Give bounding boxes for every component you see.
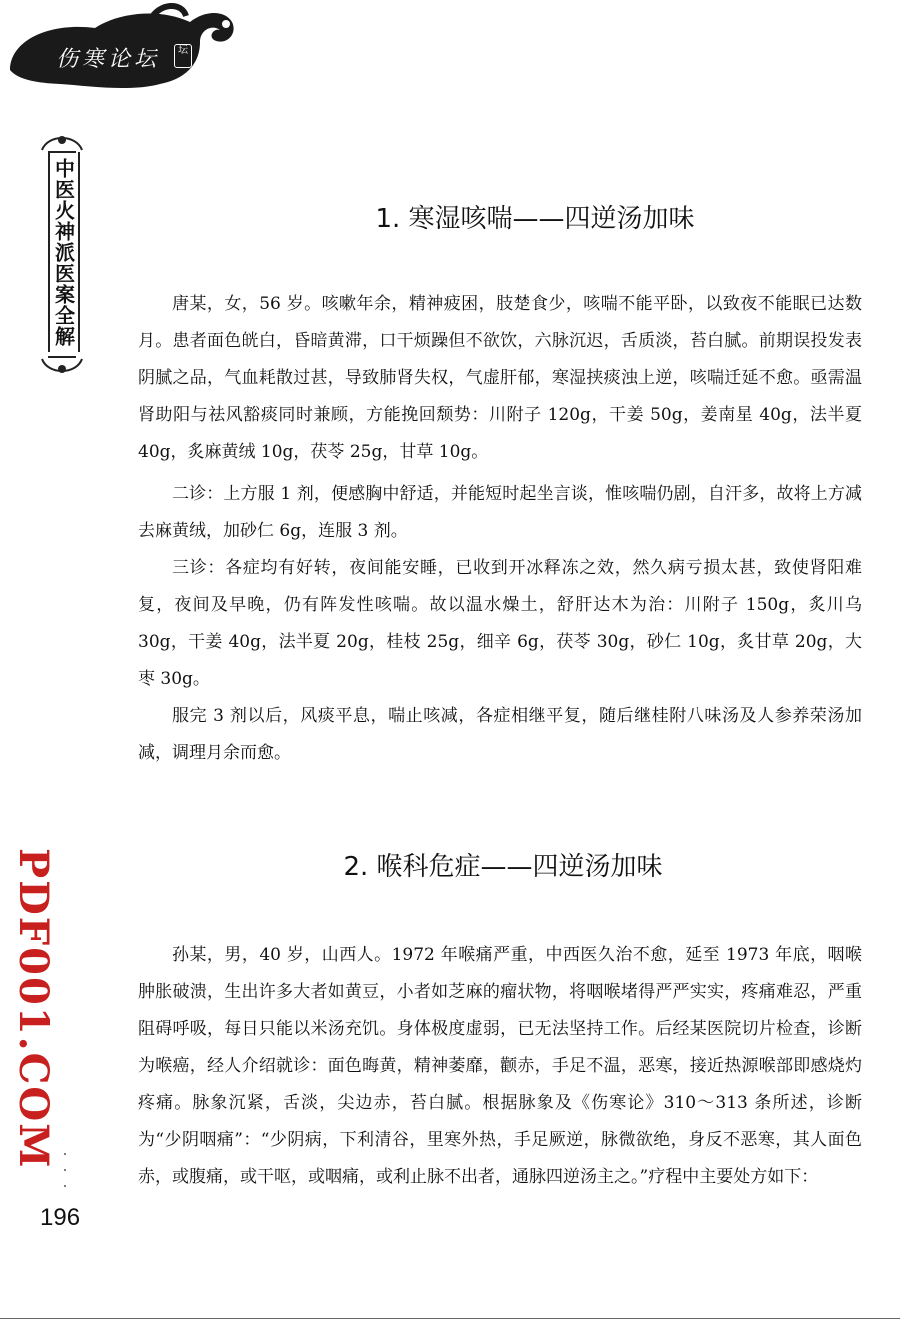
section-heading: 2. 喉科危症——四逆汤加味	[343, 852, 663, 882]
side-book-title: 中医火神派医案全解	[48, 152, 80, 352]
bottom-rule	[0, 1318, 900, 1319]
page-number: 196	[40, 1204, 81, 1231]
section-heading: 1. 寒湿咳喘——四逆汤加味	[375, 204, 695, 234]
side-ornament-top	[38, 130, 86, 154]
paragraph: 唐某，女，56 岁。咳嗽年余，精神疲困，肢楚食少，咳喘不能平卧，以致夜不能眠已达数月。患者面色㿠白，昏暗黄滞，口干烦躁但不欲饮，六脉沉迟，舌质淡，苔白腻。前期误投发表阴腻之品，气血耗散过甚，导致肺肾失权，气虚肝郁，寒湿挟痰浊上逆，咳喘迁延不愈。亟需温肾助阳与祛风豁痰同时兼顾，方能挽回颓势：川附子 120g，干姜 50g，姜南星 40g，法半夏 40g，炙麻黄绒 10g，茯苓 25g，甘草 10g。	[138, 294, 862, 462]
paragraph: 孙某，男，40 岁，山西人。1972 年喉痛严重，中西医久治不愈，延至 1973 年底，咽喉肿胀破溃，生出许多大者如黄豆，小者如芝麻的瘤状物，将咽喉堵得严严实实，疼痛难忍，严重阻碍呼吸，每日只能以米汤充饥。身体极度虚弱，已无法坚持工作。后经某医院切片检查，诊断为喉癌，经人介绍就诊：面色晦黄，精神萎靡，颧赤，手足不温，恶寒，接近热源喉部即感烧灼疼痛。脉象沉紧，舌淡，尖边赤，苔白腻。根据脉象及《伤寒论》310～313 条所述，诊断为“少阴咽痛”：“少阴病，下利清谷，里寒外热，手足厥逆，脉微欲绝，身反不恶寒，其人面色赤，或腹痛，或干呕，或咽痛，或利止脉不出者，通脉四逆汤主之。”疗程中主要处方如下：	[138, 945, 862, 1187]
watermark: PDF001.COM	[10, 848, 57, 1170]
header-seal: 坛	[174, 44, 192, 68]
paragraph: 二诊：上方服 1 剂，便感胸中舒适，并能短时起坐言谈，惟咳喘仍剧，自汗多，故将上方减去麻黄绒，加砂仁 6g，连服 3 剂。	[138, 484, 862, 541]
paragraph: 三诊：各症均有好转，夜间能安睡，已收到开冰释冻之效，然久病亏损太甚，致使肾阳难复，夜间及早晚，仍有阵发性咳喘。故以温水燥土，舒肝达木为治：川附子 150g，炙川乌 30g，干姜 40g，法半夏 20g，桂枝 25g，细辛 6g，茯苓 30g，砂仁 10g，炙甘草 20g，大枣 30g。	[138, 558, 862, 689]
side-ornament-bottom	[38, 355, 86, 379]
margin-dots	[64, 1150, 66, 1190]
header-title: 伤寒论坛	[56, 47, 161, 72]
paragraph: 服完 3 剂以后，风痰平息，喘止咳减，各症相继平复，随后继桂附八味汤及人参养荣汤加减，调理月余而愈。	[138, 706, 862, 763]
